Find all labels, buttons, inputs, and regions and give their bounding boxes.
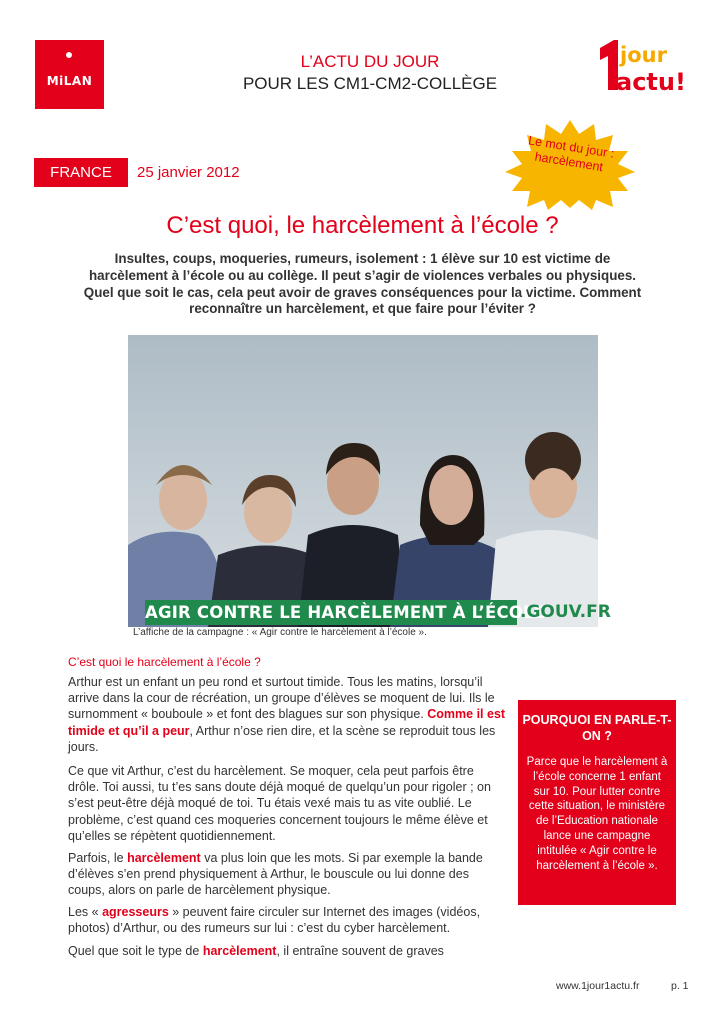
footer-url[interactable]: www.1jour1actu.fr — [556, 980, 640, 992]
highlight-text: harcèlement — [202, 944, 277, 958]
lead-line: reconnaître un harcèlement, et que faire pour l’éviter ? — [189, 301, 536, 317]
page-number: p. 1 — [671, 980, 689, 992]
logo-jour-text: jour — [620, 43, 667, 67]
paragraph-text: Parfois, le — [68, 851, 128, 865]
section-title: C’est quoi le harcèlement à l’école ? — [68, 655, 261, 669]
article-lead — [62, 251, 663, 318]
paragraph-text: Quel que soit le type de — [68, 944, 203, 958]
paragraph-text: , Arthur n’ose rien dire, et la scène se reproduit tous les jours. — [68, 723, 496, 754]
paragraph-text: va plus loin que les mots. Si par exemple la bande d’élèves s’en prend physiquement à Arthur, le bouscule ou lui donne des coups, alors on parle de harcèlement physique. — [68, 851, 483, 898]
paragraph — [68, 674, 508, 755]
category-badge: FRANCE — [34, 158, 128, 187]
sidebar-title: POURQUOI EN PARLE-T-ON ? — [522, 713, 672, 743]
lead-line: Quel que soit le cas, cela peut avoir de graves conséquences pour la victime. Comment — [83, 284, 642, 300]
highlight-text: harcèlement — [127, 851, 201, 865]
paragraph-text: Arthur est un enfant un peu rond et surtout timide. Tous les matins, lorsqu’il arrive dans la cour de récréation, un groupe d’élèves se moquent de lui. Ils le surnomment « bouboule » et font des blagues sur son physique. — [68, 675, 495, 722]
lead-line: Insultes, coups, moqueries, rumeurs, isolement : 1 élève sur 10 est victime de — [114, 251, 611, 266]
paragraph — [68, 763, 508, 844]
paragraph-text: » peuvent faire circuler sur Internet des images (vidéos, photos) d’Arthur, ou des rumeurs sur lui : c’est du cyber harcèlement. — [68, 905, 481, 936]
paragraph — [68, 943, 508, 959]
campaign-poster-image — [128, 335, 598, 627]
article-title: C’est quoi, le harcèlement à l’école ? — [166, 212, 559, 239]
paragraph — [68, 904, 508, 936]
poster-banner-suffix: .GOUV.FR — [520, 602, 611, 622]
highlight-text: Comme il est timide et qu’il a peur — [68, 707, 506, 738]
paragraph-text: , il entraîne souvent de graves — [276, 944, 444, 958]
paragraph — [68, 850, 508, 899]
sidebar-body: Parce que le harcèlement à l’école concerne 1 enfant sur 10. Pour lutter contre cette situation, le ministère de l’Education nationale lance une campagne intitulée « Agir contre le harcèlement à l’école ». — [526, 756, 668, 872]
highlight-text: agresseurs — [102, 905, 169, 919]
lead-line: harcèlement à l’école ou au collège. Il peut s’agir de violences verbales ou physiques. — [89, 267, 636, 283]
poster-banner: AGIR CONTRE LE HARCÈLEMENT À L’ÉCOLE — [145, 600, 517, 625]
paragraph-text: Les « — [68, 905, 103, 919]
word-of-day-text: Le mot du jour : harcèlement — [527, 133, 616, 175]
milan-logo — [35, 40, 104, 109]
header-title: L’ACTU DU JOUR — [300, 52, 440, 71]
1jour1actu-logo — [592, 38, 692, 100]
publish-date: 25 janvier 2012 — [137, 164, 240, 181]
header-subtitle: POUR LES CM1-CM2-COLLÈGE — [242, 74, 498, 93]
logo-actu-text: actu! — [616, 68, 686, 96]
milan-logo-text: MiLAN — [46, 74, 93, 88]
sidebar-box — [518, 700, 676, 905]
image-caption: L’affiche de la campagne : « Agir contre le harcèlement à l’école ». — [133, 627, 427, 638]
paragraph-text: Ce que vit Arthur, c’est du harcèlement. Se moquer, cela peut parfois être drôle. Toi aussi, tu t’es sans doute déjà moqué de quelqu’un pour rigoler ; on s’est peut-être déjà moqué de toi. Tu étais vexé mais tu as vite oublié. Le problème, c’est quand ces moqueries concernent toujours le même élève et qu’elles se répètent quotidiennement. — [68, 764, 491, 843]
